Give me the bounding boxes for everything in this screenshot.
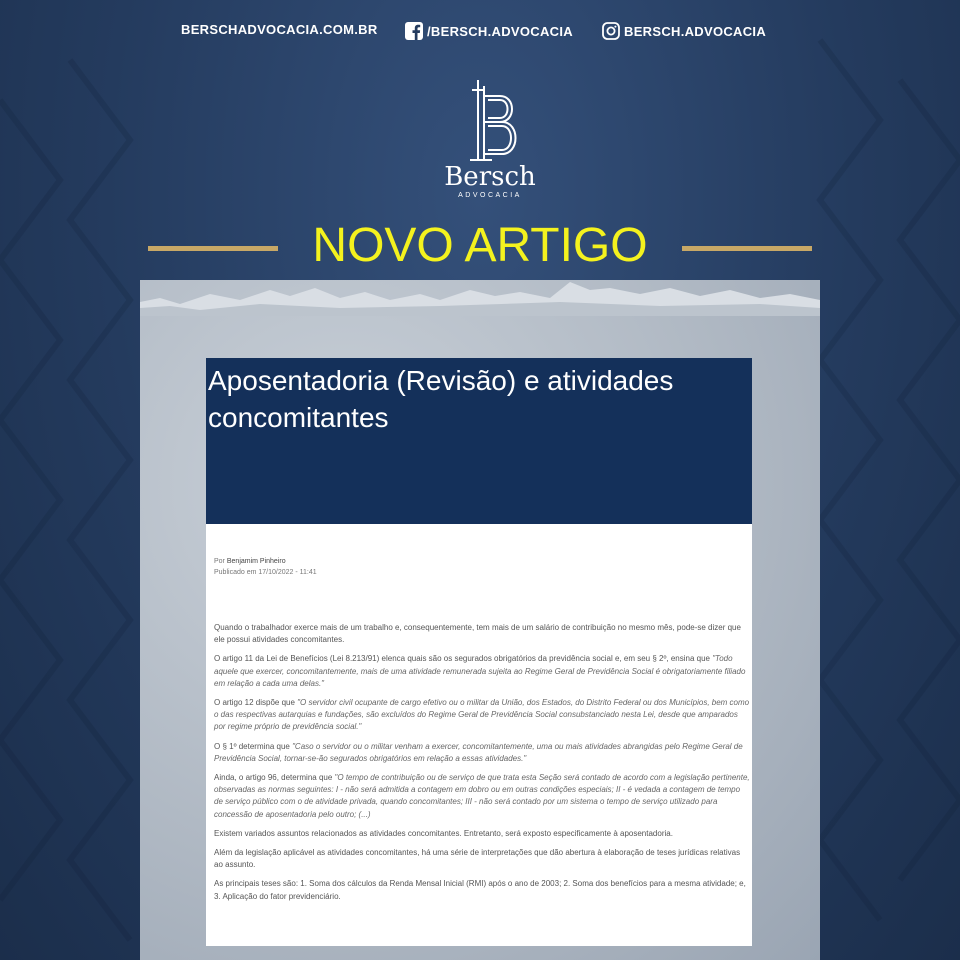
facebook-link[interactable] xyxy=(405,22,573,40)
logo-subtitle: ADVOCACIA xyxy=(458,192,522,199)
paragraph: Além da legislação aplicável as atividades concomitantes, há uma série de interpretações que dão abertura à elaboração de teses jurídicas relativas ao assunto. xyxy=(214,848,741,870)
paragraph-lead: O artigo 11 da Lei de Benefícios (Lei 8.213/91) elenca quais são os segurados obrigatórios da previdência social e, em seu § 2º, ensina que xyxy=(214,654,713,664)
headline: NOVO ARTIGO xyxy=(312,219,648,272)
paragraph xyxy=(214,772,750,821)
facebook-text: /BERSCH.ADVOCACIA xyxy=(427,23,573,39)
logo-name: Bersch xyxy=(444,162,536,192)
instagram-icon xyxy=(602,22,620,40)
website-link[interactable] xyxy=(181,22,378,37)
logo-monogram-icon xyxy=(440,76,540,164)
facebook-icon xyxy=(405,22,423,40)
social-bar xyxy=(0,22,960,46)
paragraph-quote: "Todo aquele que exercer, concomitantemente, mais de uma atividade remunerada sujeita ao Regime Geral de Previdência Social é obrigatoriamente filiado em relação a cada uma delas." xyxy=(214,654,746,688)
paragraph-quote: "Caso o servidor ou o militar venham a exercer, concomitantemente, uma ou mais atividades abrangidas pelo Regime Geral de Previdência Social, tornar-se-ão segurados obrigatórios em relação a essas atividades." xyxy=(214,741,743,763)
article-card[interactable] xyxy=(206,358,752,946)
author-prefix: Por xyxy=(214,558,225,565)
gold-divider-left xyxy=(148,246,278,251)
gold-divider-right xyxy=(682,246,812,251)
paragraph xyxy=(214,697,750,734)
bersch-logo xyxy=(440,76,540,202)
headline-row xyxy=(0,216,960,276)
author-name: Benjamim Pinheiro xyxy=(226,558,286,565)
paragraph xyxy=(214,741,750,765)
article-title: Aposentadoria (Revisão) e atividades concomitantes xyxy=(208,365,674,433)
paragraph: Existem variados assuntos relacionados as atividades concomitantes. Entretanto, será exposto especificamente à aposentadoria. xyxy=(214,828,673,838)
article-body xyxy=(214,622,750,910)
paragraph-lead: Ainda, o artigo 96, determina que xyxy=(214,773,335,783)
paragraph: Quando o trabalhador exerce mais de um trabalho e, consequentemente, tem mais de um salário de contribuição no mesmo mês, pode-se dizer que ele possui atividades concomitantes. xyxy=(214,623,741,645)
torn-paper-edge xyxy=(140,276,820,316)
article-meta xyxy=(214,556,317,578)
paragraph-lead: O artigo 12 dispõe que xyxy=(214,698,298,708)
website-text: BERSCHADVOCACIA.COM.BR xyxy=(181,22,378,37)
paragraph-lead: O § 1º determina que xyxy=(214,741,293,751)
paragraph: As principais teses são: 1. Soma dos cálculos da Renda Mensal Inicial (RMI) após o ano de 2003; 2. Soma dos benefícios para a mesma atividade; e, 3. Aplicação do fator previdenciário. xyxy=(214,879,746,901)
author-line xyxy=(214,556,317,567)
paragraph-quote: "O tempo de contribuição ou de serviço de que trata esta Seção será contado de acordo com a legislação pertinente, observadas as normas seguintes: I - não será admitida a contagem em dobro ou em outras condições especiais; II - é vedada a contagem de tempo de serviço público com o de atividade privada, quando concomitantes; III - não será contado por um sistema o tempo de serviço utilizado para concessão de aposentadoria pelo outro; (...) xyxy=(214,773,750,819)
article-header xyxy=(206,358,752,524)
paragraph-quote: "O servidor civil ocupante de cargo efetivo ou o militar da União, dos Estados, do Distrito Federal ou dos Municípios, bem como o das respectivas autarquias e fundações, são excluídos do Regime Geral de Previdência Social consubstanciado nesta Lei, desde que amparados por regime próprio de previdência social." xyxy=(214,698,750,732)
instagram-link[interactable] xyxy=(602,22,766,40)
paragraph xyxy=(214,653,750,690)
published-date: Publicado em 17/10/2022 - 11:41 xyxy=(214,569,317,576)
instagram-text: BERSCH.ADVOCACIA xyxy=(624,23,767,39)
